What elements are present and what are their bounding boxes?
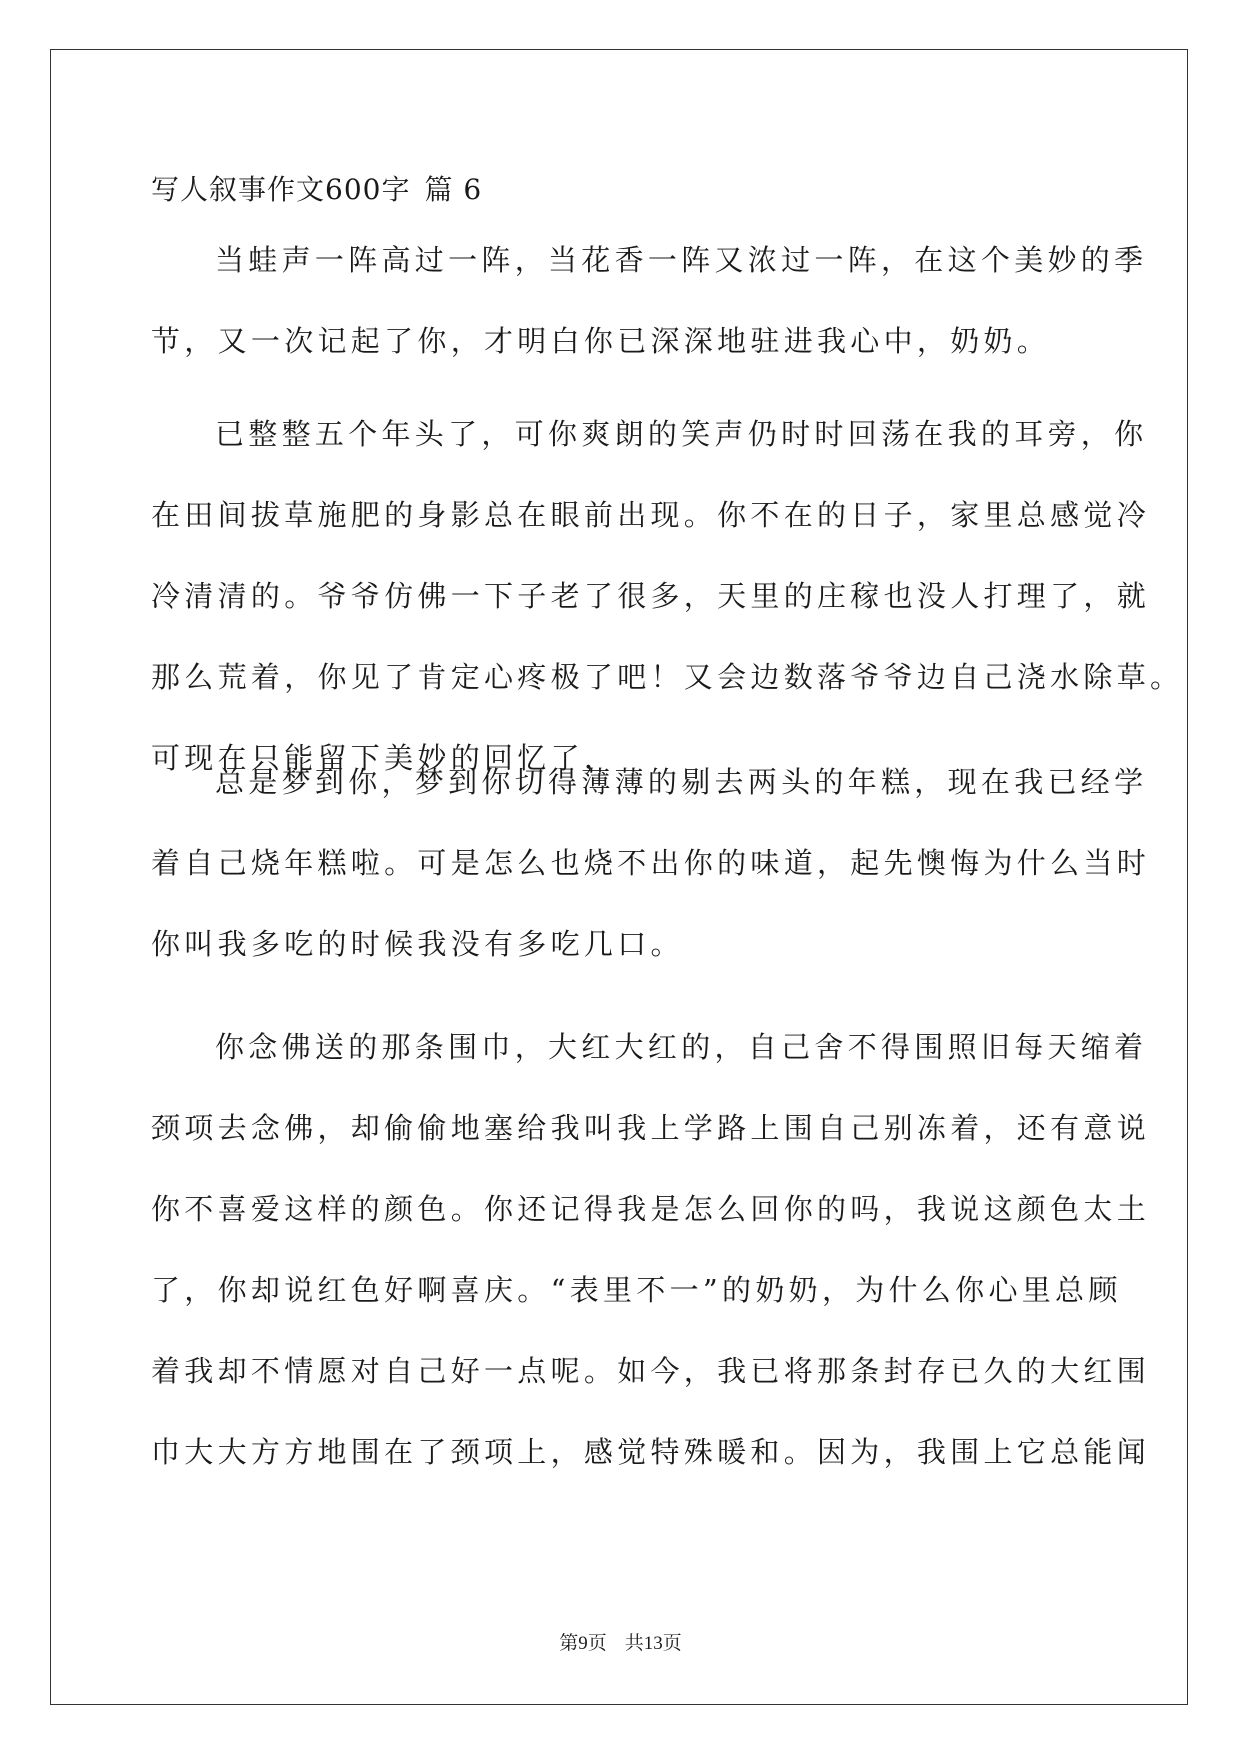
paragraph-line: 在田间拔草施肥的身影总在眼前出现。你不在的日子，家里总感觉冷 [151,498,1151,532]
footer-page-current: 9 [578,1633,588,1654]
title-section: 篇 6 [424,173,483,206]
footer-page-prefix: 第 [559,1632,579,1654]
paragraph-line: 你不喜爱这样的颜色。你还记得我是怎么回你的吗，我说这颜色太土 [151,1192,1151,1226]
paragraph-line: 节，又一次记起了你，才明白你已深深地驻进我心中，奶奶。 [151,324,1051,358]
paragraph-line: 巾大大方方地围在了颈项上，感觉特殊暖和。因为，我围上它总能闻 [151,1435,1151,1469]
paragraph-2 [151,394,1184,799]
footer-total-prefix: 共 [624,1632,644,1654]
paragraph-1 [151,220,1148,382]
paragraph-4 [151,1007,1151,1493]
title-prefix: 写人叙事作文 [151,173,326,206]
paragraph-line: 那么荒着，你见了肯定心疼极了吧！又会边数落爷爷边自己浇水除草。 [151,660,1184,694]
paragraph-3 [151,742,1151,985]
footer-total-suffix: 页 [662,1632,682,1654]
paragraph-line: 冷清清的。爷爷仿佛一下子老了很多，天里的庄稼也没人打理了，就 [151,579,1151,613]
footer-page-mid: 页 [587,1632,607,1654]
title-number: 600 [325,173,382,206]
paragraph-line: 已整整五个年头了，可你爽朗的笑声仍时时回荡在我的耳旁，你 [215,417,1148,451]
paragraph-line: 当蛙声一阵高过一阵，当花香一阵又浓过一阵，在这个美妙的季 [215,243,1148,277]
page-footer [0,1630,1241,1657]
document-title [151,170,482,210]
paragraph-line: 了，你却说红色好啊喜庆。“表里不一”的奶奶，为什么你心里总顾 [151,1273,1122,1307]
paragraph-line: 你叫我多吃的时候我没有多吃几口。 [151,927,684,961]
paragraph-line: 你念佛送的那条围巾，大红大红的，自己舍不得围照旧每天缩着 [215,1030,1148,1064]
paragraph-line: 着自己烧年糕啦。可是怎么也烧不出你的味道，起先懊悔为什么当时 [151,846,1151,880]
paragraph-line: 颈项去念佛，却偷偷地塞给我叫我上学路上围自己别冻着，还有意说 [151,1111,1151,1145]
paragraph-line: 可现在只能留下美妙的回忆了， [151,741,618,775]
title-suffix: 字 [381,173,411,206]
footer-page-total: 13 [643,1633,663,1654]
paragraph-line: 着我却不情愿对自己好一点呢。如今，我已将那条封存已久的大红围 [151,1354,1151,1388]
paragraph-line: 总是梦到你，梦到你切得薄薄的剔去两头的年糕，现在我已经学 [215,765,1148,799]
